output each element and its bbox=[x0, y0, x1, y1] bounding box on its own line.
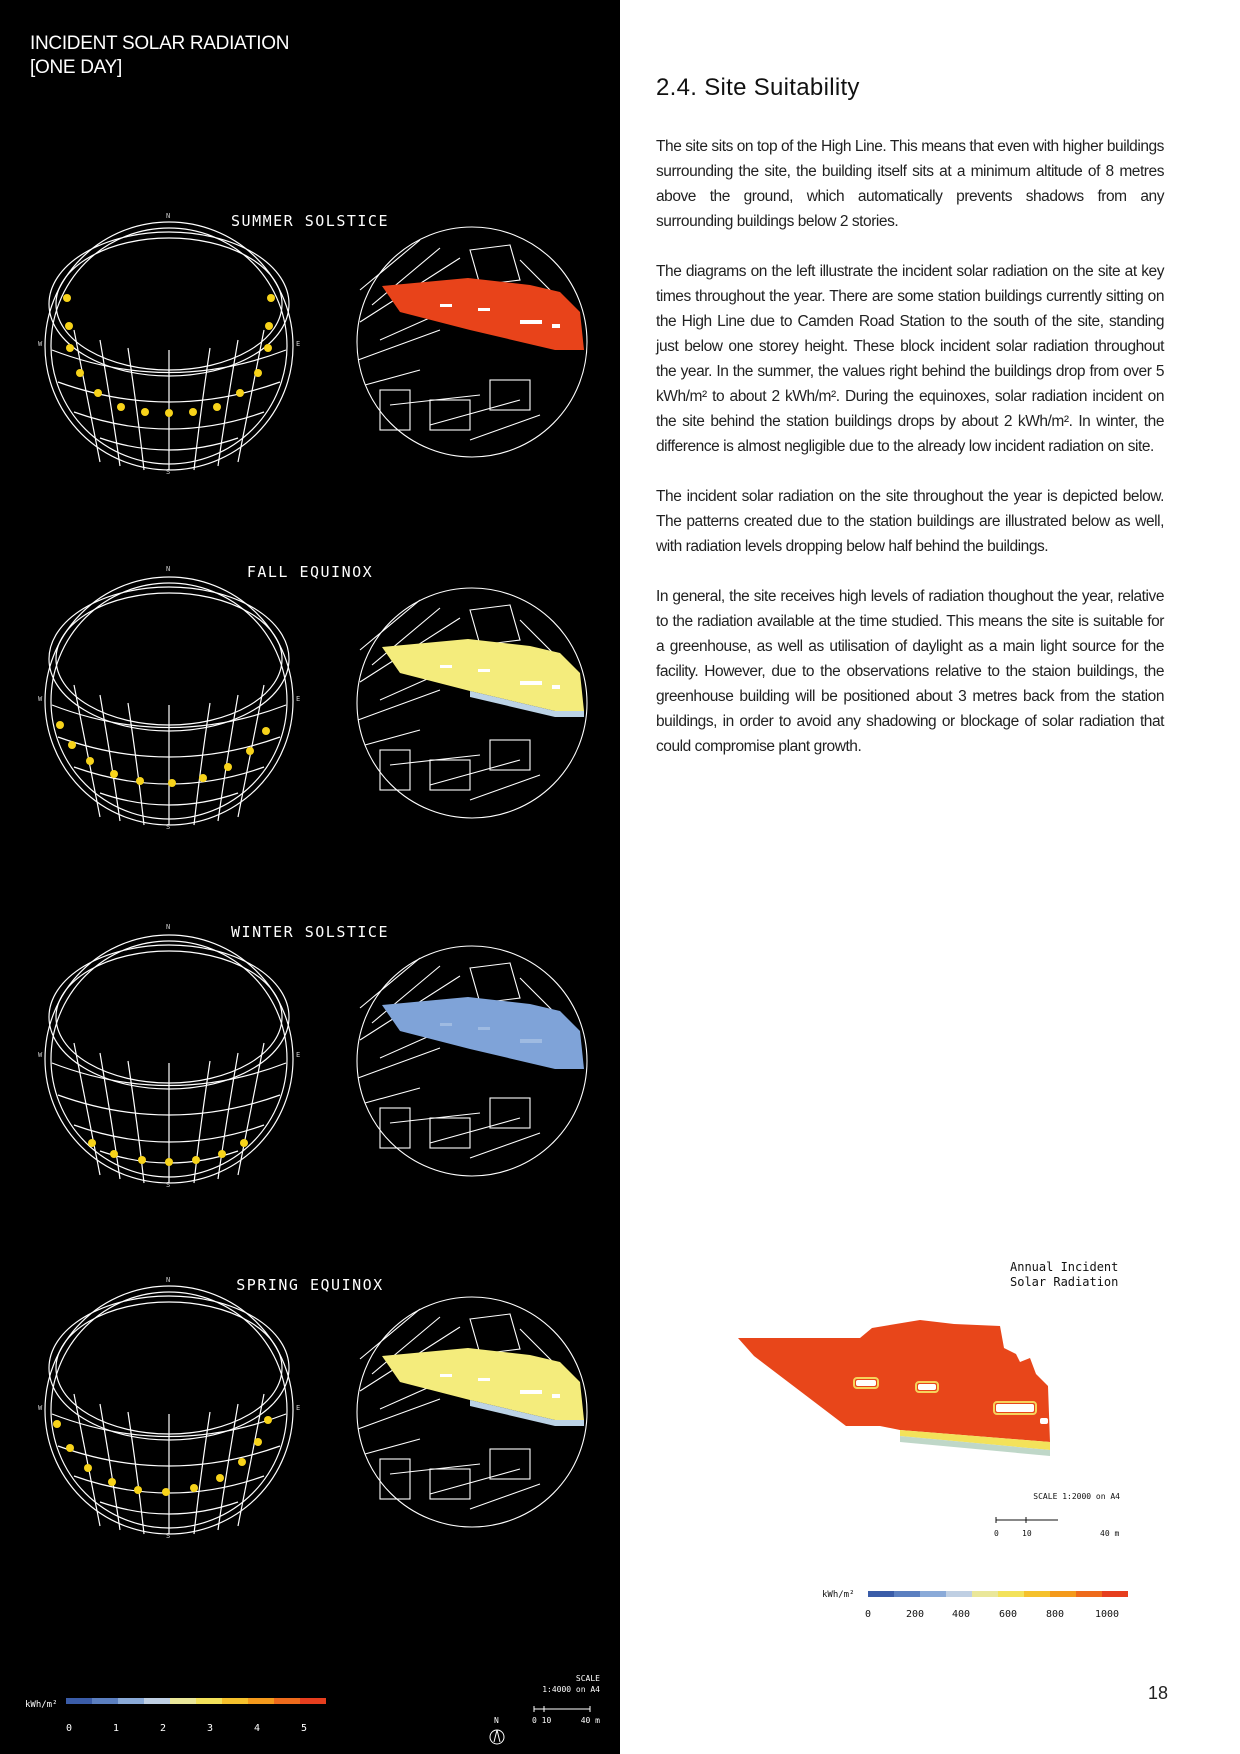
fall-diagrams bbox=[0, 555, 620, 855]
season-summer-solstice bbox=[0, 200, 620, 500]
annual-legend-tick: 0 bbox=[864, 1609, 872, 1620]
legend-unit: kWh/m² bbox=[25, 1700, 58, 1710]
annual-title-line2: Solar Radiation bbox=[1010, 1275, 1119, 1289]
compass-w: W bbox=[38, 340, 43, 348]
scale-ratio: 1:4000 on A4 bbox=[542, 1685, 600, 1694]
season-winter-solstice bbox=[0, 915, 620, 1215]
body-text bbox=[656, 134, 1164, 784]
winter-diagrams bbox=[0, 915, 620, 1215]
paragraph: In general, the site receives high levels of radiation thoughout the year, relative to the radiation available at the time studied. This means the site is suitable for a greenhouse, as well as utilisation of daylight as a main light source for the facility. However, due to the observations relative to the staion buildings, the greenhouse building will be positioned about 3 metres back from the station buildings, in order to avoid any shadowing or blockage of solar radiation that could compromise plant growth. bbox=[656, 588, 1164, 755]
compass-n: N bbox=[166, 565, 171, 573]
radiation-legend bbox=[0, 1690, 620, 1750]
season-label: SPRING EQUINOX bbox=[236, 1276, 384, 1294]
compass-s: S bbox=[166, 823, 171, 831]
annual-scale-tick: 0 bbox=[994, 1529, 999, 1538]
compass-e: E bbox=[296, 1051, 301, 1059]
legend-tick: 2 bbox=[159, 1723, 167, 1734]
annual-radiation-map bbox=[730, 1318, 1130, 1470]
annual-scale-bar bbox=[990, 1515, 1130, 1525]
scale-label: SCALE bbox=[575, 1674, 600, 1683]
season-label: SUMMER SOLSTICE bbox=[231, 212, 389, 230]
compass-n: N bbox=[166, 1276, 171, 1284]
annual-scale-tick: 40 m bbox=[1100, 1529, 1120, 1538]
legend-tick: 1 bbox=[112, 1723, 120, 1734]
north-arrow-icon bbox=[489, 1726, 505, 1748]
annual-title-line1: Annual Incident bbox=[1010, 1260, 1119, 1274]
compass-s: S bbox=[166, 468, 171, 476]
annual-legend-tick: 1000 bbox=[1094, 1609, 1120, 1620]
annual-scale bbox=[990, 1492, 1130, 1543]
compass-w: W bbox=[38, 1404, 43, 1412]
paragraph: The diagrams on the left illustrate the incident solar radiation on the site at key times throughout the year. There are some station buildings currently sitting on the High Line due to Camden Road Station to the south of the site, standing just below one storey height. These block incident solar radiation throughout the year. In the summer, the values right behind the buildings drop from over 5 kWh/m² to about 2 kWh/m². During the equinoxes, solar radiation incident on the site behind the station buildings drops by about 2 kWh/m². In winter, the difference is almost negligible due to the already low incident radiation on site. bbox=[656, 263, 1164, 455]
annual-legend bbox=[820, 1590, 1140, 1630]
compass-n: N bbox=[166, 212, 171, 220]
panel-title bbox=[30, 32, 289, 80]
compass-s: S bbox=[166, 1181, 171, 1189]
annual-legend-tick: 400 bbox=[951, 1609, 971, 1620]
paragraph: The site sits on top of the High Line. This means that even with higher buildings surrounding the site, the building itself sits at a minimum altitude of 8 metres above the ground, which automatically prevents shadows from any surrounding buildings below 2 stories. bbox=[656, 138, 1164, 230]
paragraph: The incident solar radiation on the site throughout the year is depicted below. The patterns created due to the station buildings are illustrated below as well, with radiation levels dropping below half behind the buildings. bbox=[656, 488, 1164, 555]
scale-tick-start: 0 10 bbox=[532, 1716, 552, 1725]
compass-e: E bbox=[296, 695, 301, 703]
compass-e: E bbox=[296, 1404, 301, 1412]
legend-color-bar bbox=[66, 1698, 328, 1706]
season-label: WINTER SOLSTICE bbox=[231, 923, 389, 941]
spring-diagrams bbox=[0, 1268, 620, 1568]
compass-s: S bbox=[166, 1532, 171, 1540]
panel-title-line1: INCIDENT SOLAR RADIATION bbox=[30, 33, 290, 54]
season-fall-equinox bbox=[0, 555, 620, 855]
annual-scale-tick: 10 bbox=[1022, 1529, 1032, 1538]
season-spring-equinox bbox=[0, 1268, 620, 1568]
compass-n: N bbox=[166, 923, 171, 931]
north-label: N bbox=[494, 1716, 499, 1725]
legend-tick: 5 bbox=[300, 1723, 308, 1734]
season-label: FALL EQUINOX bbox=[246, 563, 374, 581]
panel-title-line2: [ONE DAY] bbox=[30, 57, 122, 78]
annual-legend-tick: 800 bbox=[1045, 1609, 1065, 1620]
annual-legend-tick: 200 bbox=[905, 1609, 925, 1620]
annual-legend-unit: kWh/m² bbox=[822, 1590, 855, 1600]
annual-scale-label: SCALE 1:2000 on A4 bbox=[1033, 1492, 1120, 1501]
annual-legend-color-bar bbox=[868, 1591, 1130, 1598]
sunpath-diagram bbox=[45, 222, 293, 470]
scale-bar bbox=[530, 1704, 600, 1714]
annual-legend-tick: 600 bbox=[998, 1609, 1018, 1620]
compass-w: W bbox=[38, 695, 43, 703]
section-heading: 2.4. Site Suitability bbox=[656, 74, 860, 101]
annual-figure-title bbox=[1010, 1260, 1118, 1290]
page-number: 18 bbox=[1148, 1683, 1169, 1703]
legend-tick: 3 bbox=[206, 1723, 214, 1734]
legend-tick: 0 bbox=[65, 1723, 73, 1734]
legend-tick: 4 bbox=[253, 1723, 261, 1734]
summer-diagrams bbox=[0, 200, 620, 500]
right-panel bbox=[620, 0, 1240, 1754]
compass-e: E bbox=[296, 340, 301, 348]
scale-tick-end: 40 m bbox=[580, 1716, 600, 1725]
site-heat-surface bbox=[382, 278, 584, 350]
compass-w: W bbox=[38, 1051, 43, 1059]
map-scale bbox=[530, 1674, 600, 1726]
